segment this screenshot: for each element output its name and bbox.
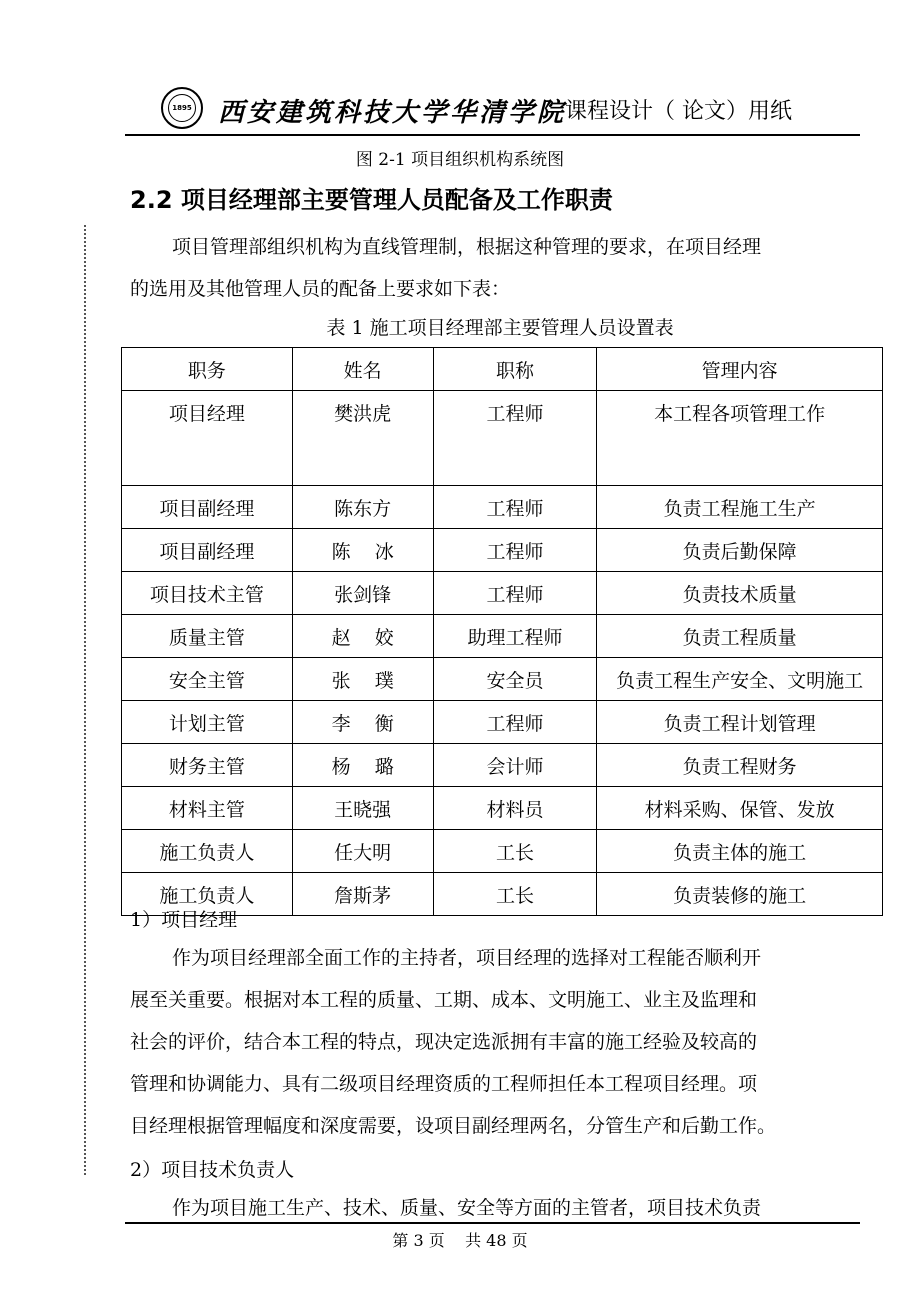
cell-title: 工长 bbox=[433, 830, 597, 873]
table-row bbox=[122, 391, 883, 486]
cell-name: 王晓强 bbox=[292, 787, 433, 830]
cell-name: 张剑锋 bbox=[292, 572, 433, 615]
cell-name: 张 璞 bbox=[292, 658, 433, 701]
table-row bbox=[122, 615, 883, 658]
seal-inner-ring bbox=[168, 94, 196, 122]
cell-duty: 负责装修的施工 bbox=[597, 873, 883, 916]
cell-position: 施工负责人 bbox=[122, 873, 293, 916]
body-line: 社会的评价，结合本工程的特点，现决定选派拥有丰富的施工经验及较高的 bbox=[130, 1031, 758, 1053]
cell-title: 工程师 bbox=[433, 486, 597, 529]
cell-name: 杨 璐 bbox=[292, 744, 433, 787]
paper-type-label: 课程设计（ 论文）用纸 bbox=[565, 99, 792, 124]
cell-title: 助理工程师 bbox=[433, 615, 597, 658]
cell-position: 项目副经理 bbox=[122, 529, 293, 572]
subsection-heading-tech-lead: 2）项目技术负责人 bbox=[130, 1159, 295, 1181]
cell-name: 赵 姣 bbox=[292, 615, 433, 658]
cell-position: 项目副经理 bbox=[122, 486, 293, 529]
cell-name: 樊洪虎 bbox=[292, 391, 433, 486]
table-header-row bbox=[122, 348, 883, 391]
table-row bbox=[122, 572, 883, 615]
cell-title: 工程师 bbox=[433, 572, 597, 615]
cell-duty: 负责工程生产安全、文明施工 bbox=[597, 658, 883, 701]
cell-duty: 负责工程施工生产 bbox=[597, 486, 883, 529]
intro-line: 项目管理部组织机构为直线管理制，根据这种管理的要求，在项目经理 bbox=[172, 236, 762, 258]
cell-duty: 负责工程财务 bbox=[597, 744, 883, 787]
table-row bbox=[122, 486, 883, 529]
binding-dotted-line bbox=[84, 225, 86, 1175]
subsection-heading-project-manager: 1）项目经理 bbox=[130, 909, 238, 931]
cell-position: 项目技术主管 bbox=[122, 572, 293, 615]
cell-title: 会计师 bbox=[433, 744, 597, 787]
body-line: 展至关重要。根据对本工程的质量、工期、成本、文明施工、业主及监理和 bbox=[130, 989, 758, 1011]
table-caption: 表 1 施工项目经理部主要管理人员设置表 bbox=[326, 317, 674, 339]
intro-line: 的选用及其他管理人员的配备上要求如下表： bbox=[130, 278, 511, 300]
cell-duty: 负责后勤保障 bbox=[597, 529, 883, 572]
section-title: 2.2 项目经理部主要管理人员配备及工作职责 bbox=[130, 186, 613, 214]
cell-position: 安全主管 bbox=[122, 658, 293, 701]
table-row bbox=[122, 658, 883, 701]
table-row bbox=[122, 701, 883, 744]
cell-title: 材料员 bbox=[433, 787, 597, 830]
cell-name: 詹斯茅 bbox=[292, 873, 433, 916]
cell-name: 陈 冰 bbox=[292, 529, 433, 572]
cell-position: 施工负责人 bbox=[122, 830, 293, 873]
cell-duty: 负责工程计划管理 bbox=[597, 701, 883, 744]
university-seal-icon bbox=[161, 87, 203, 129]
cell-title: 安全员 bbox=[433, 658, 597, 701]
body-line: 管理和协调能力、具有二级项目经理资质的工程师担任本工程项目经理。项 bbox=[130, 1073, 758, 1095]
university-name: 西安建筑科技大学华清学院 bbox=[218, 98, 567, 128]
cell-duty: 材料采购、保管、发放 bbox=[597, 787, 883, 830]
table-row bbox=[122, 787, 883, 830]
cell-duty: 负责技术质量 bbox=[597, 572, 883, 615]
cell-position: 财务主管 bbox=[122, 744, 293, 787]
project-manager-paragraph bbox=[130, 937, 830, 1147]
header-title: 职称 bbox=[433, 348, 597, 391]
cell-title: 工程师 bbox=[433, 701, 597, 744]
body-line: 目经理根据管理幅度和深度需要，设项目副经理两名，分管生产和后勤工作。 bbox=[130, 1115, 777, 1137]
cell-title: 工程师 bbox=[433, 391, 597, 486]
seal-year: 1895 bbox=[172, 104, 192, 112]
cell-position: 计划主管 bbox=[122, 701, 293, 744]
cell-name: 李 衡 bbox=[292, 701, 433, 744]
page-header bbox=[125, 84, 860, 136]
table-row bbox=[122, 744, 883, 787]
cell-title: 工长 bbox=[433, 873, 597, 916]
table-row bbox=[122, 529, 883, 572]
cell-name: 陈东方 bbox=[292, 486, 433, 529]
staff-table bbox=[121, 347, 883, 916]
figure-caption: 图 2-1 项目组织机构系统图 bbox=[355, 150, 565, 170]
cell-position: 材料主管 bbox=[122, 787, 293, 830]
cell-position: 质量主管 bbox=[122, 615, 293, 658]
cell-duty: 负责工程质量 bbox=[597, 615, 883, 658]
cell-title: 工程师 bbox=[433, 529, 597, 572]
body-line: 作为项目施工生产、技术、质量、安全等方面的主管者，项目技术负责 bbox=[172, 1197, 762, 1219]
cell-duty: 负责主体的施工 bbox=[597, 830, 883, 873]
cell-name: 任大明 bbox=[292, 830, 433, 873]
page-number: 第 3 页 共 48 页 bbox=[392, 1231, 528, 1250]
body-line: 作为项目经理部全面工作的主持者，项目经理的选择对工程能否顺利开 bbox=[172, 947, 762, 969]
cell-duty: 本工程各项管理工作 bbox=[597, 391, 883, 486]
cell-position: 项目经理 bbox=[122, 391, 293, 486]
header-duty: 管理内容 bbox=[597, 348, 883, 391]
header-name: 姓名 bbox=[292, 348, 433, 391]
table-row bbox=[122, 830, 883, 873]
intro-paragraph bbox=[130, 226, 830, 310]
header-position: 职务 bbox=[122, 348, 293, 391]
footer-rule bbox=[125, 1222, 860, 1224]
